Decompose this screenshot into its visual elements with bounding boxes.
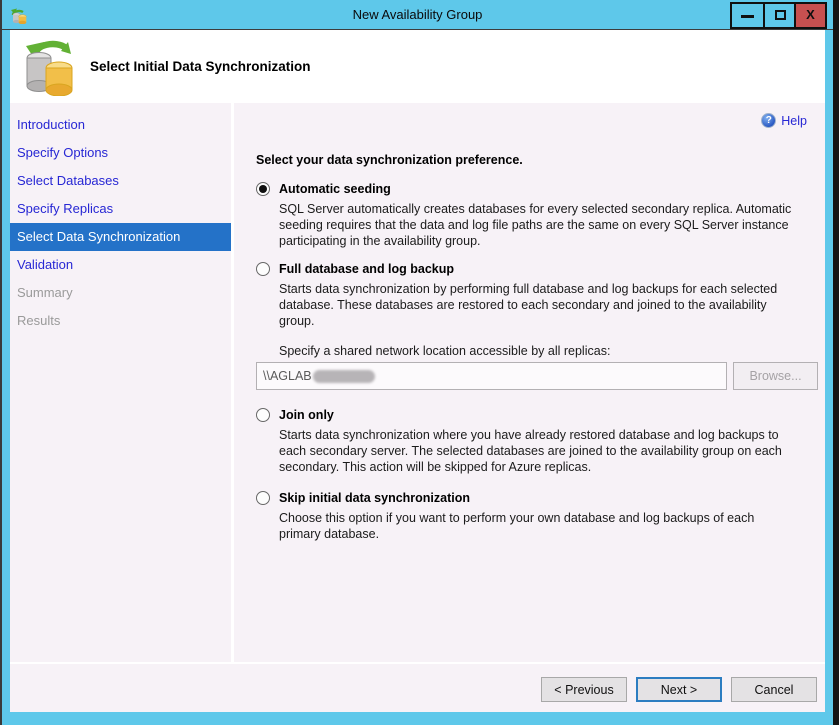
previous-button[interactable]: < Previous: [541, 677, 627, 702]
sidebar-item-specify-options[interactable]: Specify Options: [17, 145, 109, 160]
option-description: Starts data synchronization by performing full database and log backups for each selected database. These databases are restored to each secondary and joined to the availability group.: [279, 282, 778, 328]
option-skip-initial-data-synchronization[interactable]: [256, 491, 825, 505]
wizard-content: [234, 103, 825, 662]
help-question-icon: ?: [761, 113, 776, 128]
next-button[interactable]: Next >: [636, 677, 722, 702]
help-label: Help: [781, 113, 807, 128]
radio-join-only[interactable]: [256, 408, 270, 422]
radio-full-database-and-log-backup[interactable]: [256, 262, 270, 276]
sidebar-item-results: Results: [17, 313, 61, 328]
dialog-body: [10, 30, 825, 712]
close-icon: X: [806, 7, 815, 22]
option-label: Automatic seeding: [279, 182, 391, 196]
sidebar-item-validation[interactable]: Validation: [17, 257, 74, 272]
minimize-button[interactable]: [732, 4, 763, 27]
share-location-row: [256, 362, 825, 390]
maximize-button[interactable]: [763, 4, 794, 27]
wizard-steps-sidebar: [10, 103, 234, 662]
desktop-backdrop-right: [833, 0, 839, 725]
sidebar-item-specify-replicas[interactable]: Specify Replicas: [17, 201, 114, 216]
footer-buttons: [541, 677, 817, 702]
close-button[interactable]: [794, 4, 825, 27]
sidebar-item-select-data-synchronization[interactable]: Select Data Synchronization: [10, 223, 231, 251]
window-title: New Availability Group: [352, 7, 483, 22]
data-sync-databases-icon: [24, 38, 76, 96]
option-join-only[interactable]: [256, 408, 825, 422]
wizard-footer: [10, 662, 825, 712]
option-description: Starts data synchronization where you have already restored database and log backups to each secondary server. The selected databases are joined to the availability group on each secondary. This action will be skipped for Azure replicas.: [279, 428, 782, 474]
share-location-input[interactable]: [256, 362, 727, 390]
option-full-database-and-log-backup[interactable]: [256, 262, 825, 276]
sidebar-item-select-databases[interactable]: Select Databases: [17, 173, 119, 188]
redacted-text: [313, 370, 375, 383]
sidebar-item-summary: Summary: [17, 285, 73, 300]
option-label: Join only: [279, 408, 334, 422]
radio-skip-initial-data-synchronization[interactable]: [256, 491, 270, 505]
option-label: Full database and log backup: [279, 262, 455, 276]
page-title: Select Initial Data Synchronization: [90, 59, 311, 74]
option-label: Skip initial data synchronization: [279, 491, 471, 505]
share-location-value: \\AGLAB: [263, 369, 312, 383]
option-description: SQL Server automatically creates databases for every selected secondary replica. Automatic seeding requires that the data and log file paths are the same on every SQL Server instance participating in the availability group.: [279, 202, 792, 248]
option-description: Choose this option if you want to perform your own database and log backups of each primary database.: [279, 511, 755, 541]
titlebar: [2, 0, 833, 30]
share-location-label: Specify a shared network location accessible by all replicas:: [279, 344, 611, 358]
window-controls: [730, 2, 827, 29]
wizard-header: [10, 30, 825, 103]
new-availability-group-dialog: [2, 0, 833, 725]
help-link[interactable]: [761, 113, 807, 128]
maximize-icon: [775, 10, 786, 20]
minimize-icon: [741, 15, 754, 18]
option-automatic-seeding[interactable]: [256, 182, 825, 196]
wizard-main: [10, 103, 825, 662]
browse-button[interactable]: Browse...: [733, 362, 818, 390]
radio-automatic-seeding[interactable]: [256, 182, 270, 196]
preference-heading: Select your data synchronization preference.: [256, 153, 523, 167]
sidebar-item-introduction[interactable]: Introduction: [17, 117, 85, 132]
cancel-button[interactable]: Cancel: [731, 677, 817, 702]
